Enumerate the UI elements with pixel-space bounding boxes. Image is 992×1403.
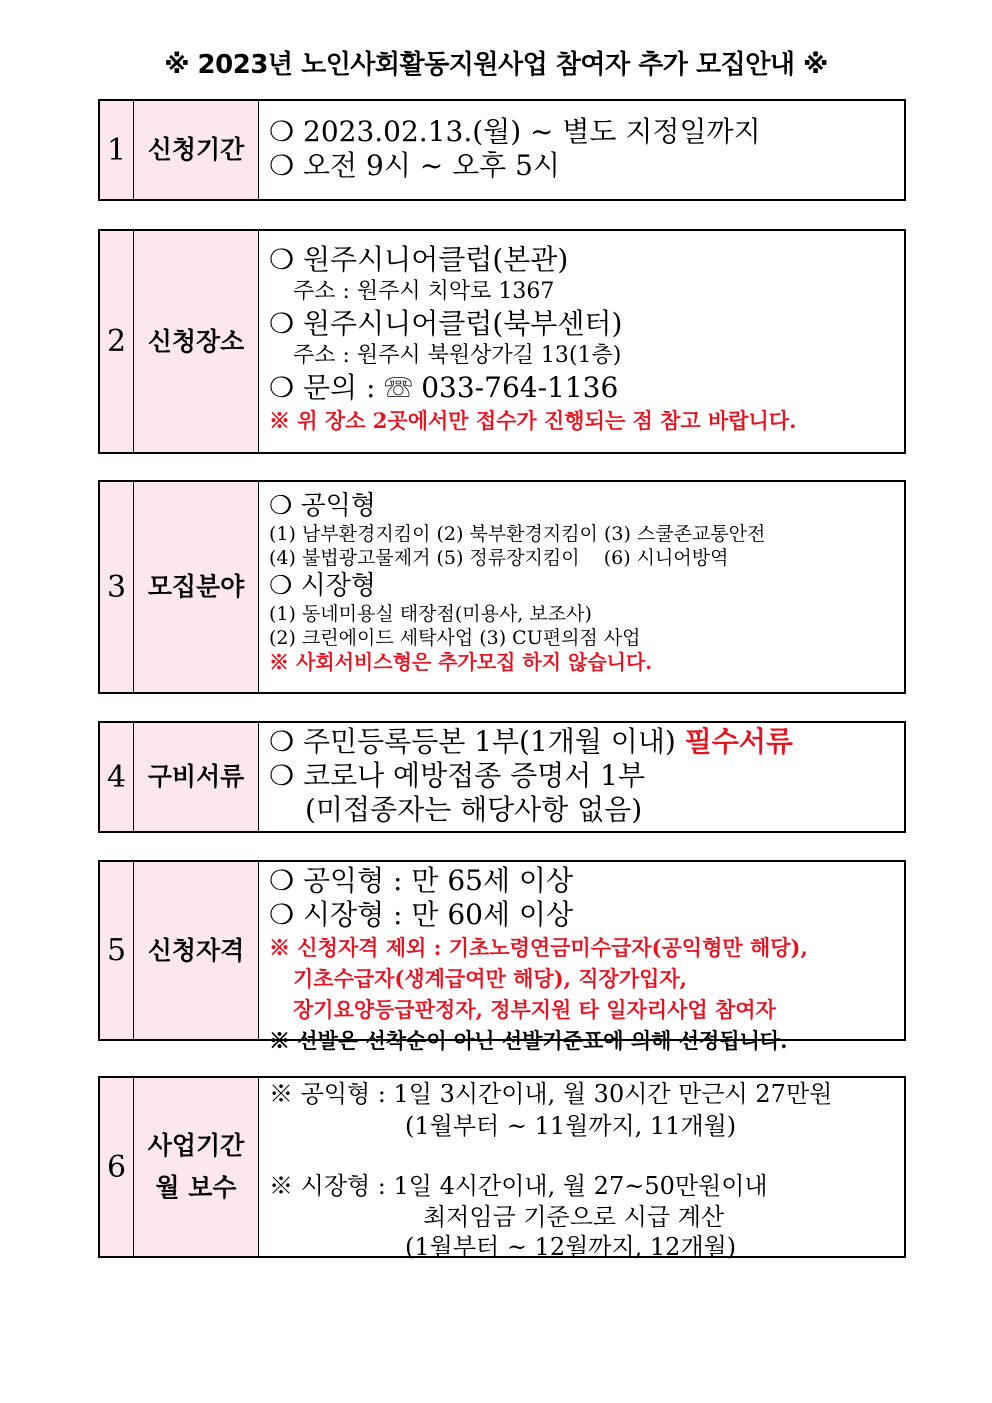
doc-resident-register-text: ❍ 주민등록등본 1부(1개월 이내) [269, 725, 676, 758]
place-notice: ※ 위 장소 2곳에서만 접수가 진행되는 점 참고 바랍니다. [269, 408, 797, 433]
exclusion-line-1: ※ 신청자격 제외 : 기초노령연금미수급자(공익형만 해당), [269, 935, 808, 960]
pay-public-period: (1월부터 ~ 11월까지, 11개월) [405, 1112, 737, 1140]
section-application-period [98, 99, 906, 201]
market-type-list-1: (1) 동네미용실 태장점(미용사, 보조사) [269, 603, 592, 625]
section-label [134, 1078, 259, 1256]
public-type-heading: ❍ 공익형 [269, 491, 376, 521]
section-content [259, 862, 904, 1053]
section-content [259, 482, 904, 692]
page-title: ※ 2023년 노인사회활동지원사업 참여자 추가 모집안내 ※ [164, 50, 828, 80]
place-north-name: ❍ 원주시니어클럽(북부센터) [269, 307, 623, 340]
social-service-notice: ※ 사회서비스형은 추가모집 하지 않습니다. [269, 650, 653, 674]
pay-market-basis: 최저임금 기준으로 시급 계산 [423, 1203, 725, 1231]
section-eligibility [98, 860, 906, 1053]
section-label: 신청기간 [134, 101, 259, 199]
market-type-heading: ❍ 시장형 [269, 571, 376, 601]
label-line-1: 사업기간 [147, 1131, 245, 1160]
section-content [259, 723, 904, 831]
section-required-documents [98, 721, 906, 833]
eligibility-market: ❍ 시장형 : 만 60세 이상 [269, 898, 574, 931]
section-application-place [98, 229, 906, 454]
doc-vaccination-note: (미접종자는 해당사항 없음) [305, 793, 643, 826]
public-type-list-2: (4) 불법광고물제거 (5) 정류장지킴이 (6) 시니어방역 [269, 547, 729, 569]
place-main-name: ❍ 원주시니어클럽(본관) [269, 243, 569, 276]
section-recruit-fields [98, 480, 906, 694]
selection-notice: ※ 선발은 선착순이 아닌 선발기준표에 의해 선정됩니다. [269, 1028, 788, 1053]
pay-public: ※ 공익형 : 1일 3시간이내, 월 30시간 만근시 27만원 [269, 1080, 833, 1108]
label-line-2: 월 보수 [155, 1173, 237, 1202]
required-doc-badge: 필수서류 [684, 725, 793, 758]
contact-phone: ❍ 문의 : ☏ 033-764-1136 [269, 371, 619, 404]
place-north-address: 주소 : 원주시 북원상가길 13(1층) [293, 343, 622, 368]
section-content [259, 231, 904, 452]
public-type-list-1: (1) 남부환경지킴이 (2) 북부환경지킴이 (3) 스쿨존교통안전 [269, 523, 766, 545]
section-number: 6 [100, 1078, 134, 1256]
section-label: 모집분야 [134, 482, 259, 692]
section-label: 신청자격 [134, 862, 259, 1039]
section-label: 신청장소 [134, 231, 259, 452]
section-number: 1 [100, 101, 134, 199]
market-type-list-2: (2) 크린에이드 세탁사업 (3) CU편의점 사업 [269, 627, 641, 649]
exclusion-line-3: 장기요양등급판정자, 정부지원 타 일자리사업 참여자 [293, 997, 776, 1022]
place-main-address: 주소 : 원주시 치악로 1367 [293, 279, 555, 304]
section-number: 4 [100, 723, 134, 831]
exclusion-line-2: 기초수급자(생계급여만 해당), 직장가입자, [293, 966, 687, 991]
section-label: 구비서류 [134, 723, 259, 831]
doc-resident-register [269, 725, 904, 759]
section-number: 2 [100, 231, 134, 452]
section-number: 5 [100, 862, 134, 1039]
doc-vaccination-cert: ❍ 코로나 예방접종 증명서 1부 [269, 759, 646, 792]
section-period-pay [98, 1076, 906, 1261]
period-dates: ❍ 2023.02.13.(월) ~ 별도 지정일까지 [269, 115, 761, 148]
spacer [269, 1142, 904, 1170]
pay-market-period: (1월부터 ~ 12월까지, 12개월) [405, 1233, 737, 1261]
section-number: 3 [100, 482, 134, 692]
section-content [259, 1078, 904, 1261]
period-hours: ❍ 오전 9시 ~ 오후 5시 [269, 149, 560, 182]
section-content [259, 101, 904, 199]
pay-market: ※ 시장형 : 1일 4시간이내, 월 27~50만원이내 [269, 1172, 768, 1200]
eligibility-public: ❍ 공익형 : 만 65세 이상 [269, 864, 574, 897]
